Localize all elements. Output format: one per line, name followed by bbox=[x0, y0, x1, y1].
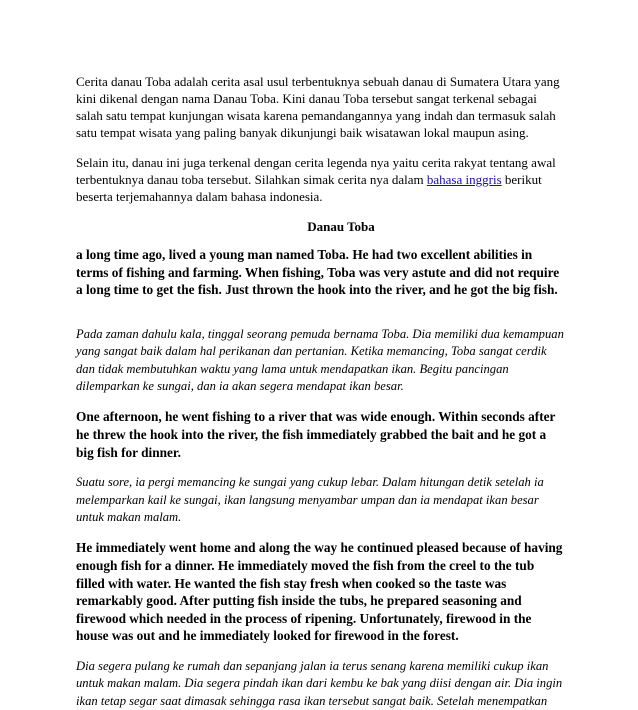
intro-text-after-link: berikut beserta terjemahannya dalam bahasa indonesia. bbox=[76, 172, 542, 204]
intro-paragraph-with-link bbox=[76, 154, 566, 205]
english-paragraph: a long time ago, lived a young man named Toba. He had two excellent abilities in terms of fishing and farming. When fishing, Toba was very astute and did not require a long time to get the fish. Just thrown the hook into the river, and he got the big fish. bbox=[76, 247, 560, 298]
intro-paragraph: Cerita danau Toba adalah cerita asal usul terbentuknya sebuah danau di Sumatera Utara yang kini dikenal dengan nama Danau Toba. Kini danau Toba tersebut sangat terkenal sebagai salah satu tempat kunjungan wisata karena pemandangannya yang indah dan termasuk salah satu tempat wisata yang paling banyak dikunjungi baik wisatawan lokal maupun asing. bbox=[76, 74, 560, 140]
english-paragraph: One afternoon, he went fishing to a river that was wide enough. Within seconds after he threw the hook into the river, the fish immediately grabbed the bait and he got a big fish for dinner. bbox=[76, 409, 556, 460]
indonesian-paragraph: Dia segera pulang ke rumah dan sepanjang jalan ia terus senang karena memiliki cukup ikan untuk makan malam. Dia segera pindah ikan dari kembu ke bak yang diisi dengan air. Dia ingin ikan tetap segar saat dimasak sehingga rasa ikan tersebut sangat baik. Setelah menempatkan bbox=[76, 658, 563, 708]
english-paragraph: He immediately went home and along the way he continued pleased because of having enough fish for a dinner. He immediately moved the fish from the creel to the tub filled with water. He wanted the fish stay fresh when cooked so the taste was remarkably good. After putting fish inside the tubs, he prepared seasoning and firewood which needed in the process of ripening. Unfortunately, firewood in the house was out and he immediately looked for firewood in the forest. bbox=[76, 540, 563, 644]
indonesian-paragraph: Pada zaman dahulu kala, tinggal seorang pemuda bernama Toba. Dia memiliki dua kemampuan yang sangat baik dalam hal perikanan dan pertanian. Ketika memancing, Toba sangat cerdik dan tidak membutuhkan waktu yang lama untuk mendapatkan ikan. Begitu pancingan dilemparkan ke sungai, dan ia akan segera mendapat ikan besar. bbox=[76, 326, 564, 393]
indonesian-paragraph: Suatu sore, ia pergi memancing ke sungai yang cukup lebar. Dalam hitungan detik setelah ia melemparkan kail ke sungai, ikan langsung menyambar umpan dan ia mendapat ikan besar untuk makan malam. bbox=[76, 475, 544, 524]
document-body bbox=[76, 73, 566, 710]
story-title: Danau Toba bbox=[307, 219, 375, 234]
intro-text-before-link: Selain itu, danau ini juga terkenal dengan cerita legenda nya yaitu cerita rakyat tentang awal terbentuknya danau toba tersebut. Silahkan simak cerita nya dalam bbox=[76, 155, 556, 187]
bahasa-inggris-link[interactable]: bahasa inggris bbox=[426, 172, 502, 187]
